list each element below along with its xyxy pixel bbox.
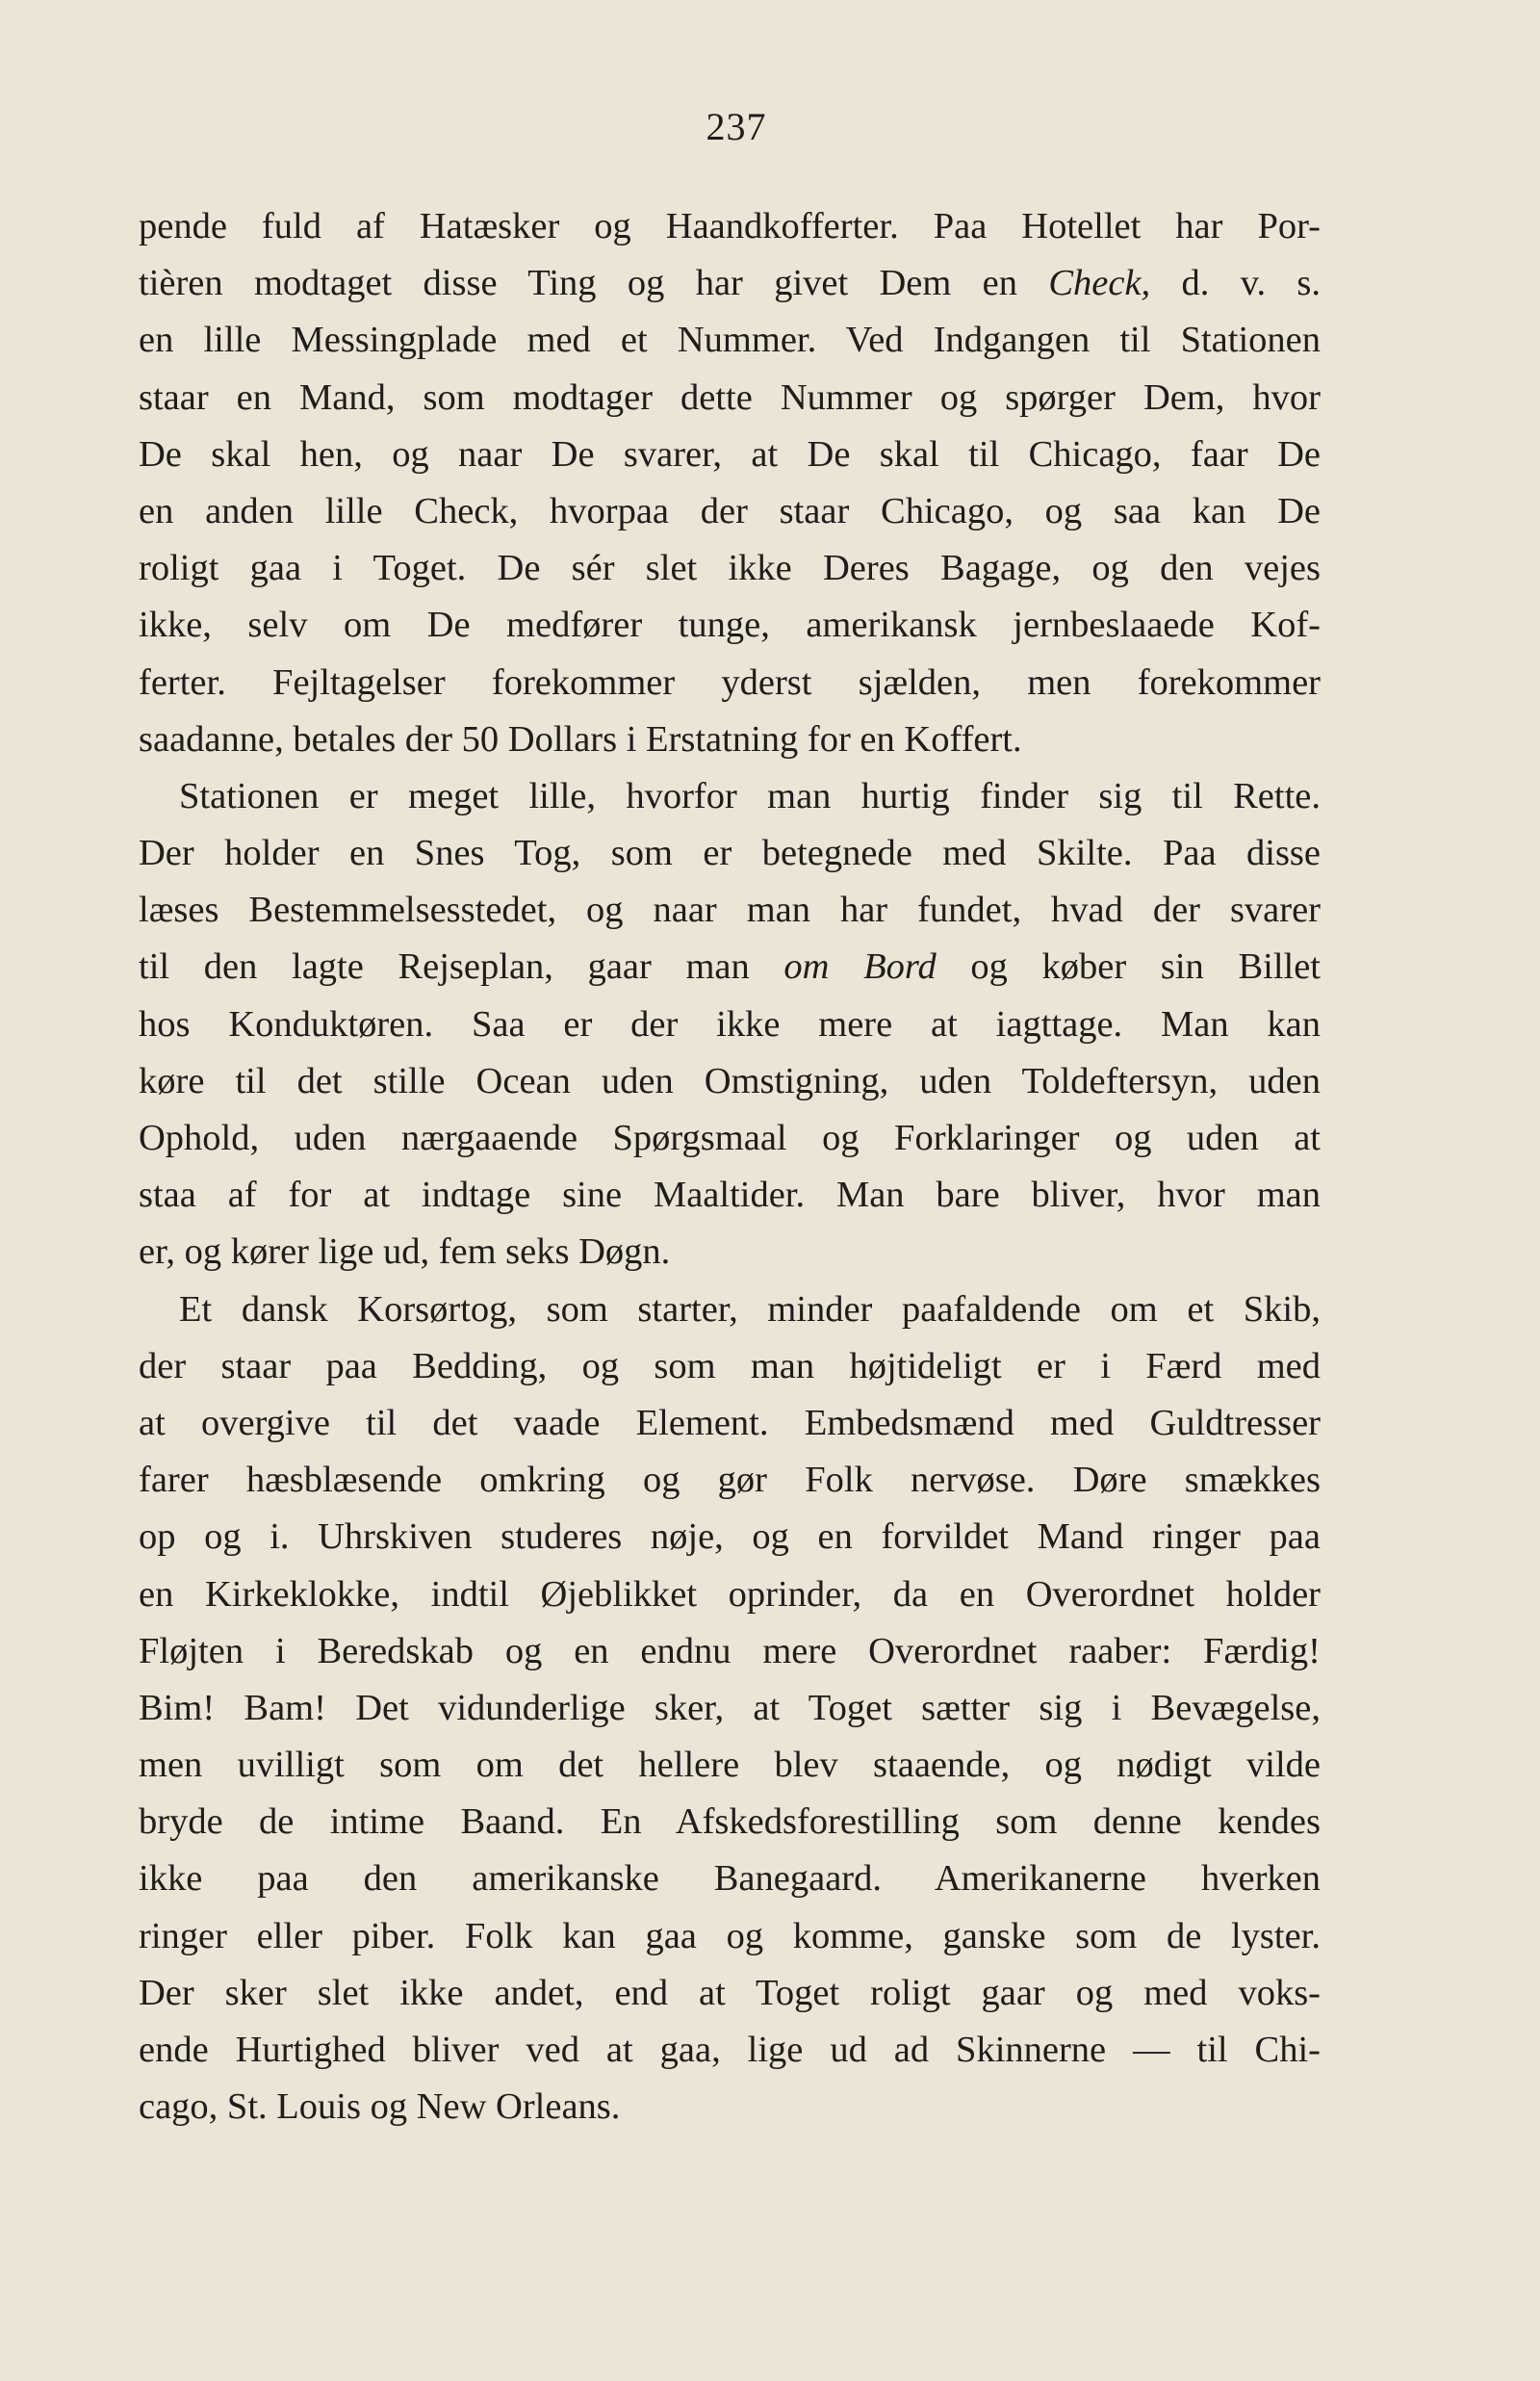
paragraph [139,198,1321,768]
text-line: Bim! Bam! Det vidunderlige sker, at Toget sætter sig i Bevægelse, [139,1687,1321,1728]
text-line: saadanne, betales der 50 Dollars i Erstatning for en Koffert. [139,718,1022,760]
paragraph [139,1281,1321,2136]
body-text [139,198,1321,2135]
text-line: pende fuld af Hatæsker og Haandkofferter. Paa Hotellet har Por- [139,206,1321,246]
text-line: op og i. Uhrskiven studeres nøje, og en forvildet Mand ringer paa [139,1516,1321,1558]
text-line: farer hæsblæsende omkring og gør Folk nervøse. Døre smækkes [139,1460,1321,1501]
text-line: læses Bestemmelsesstedet, og naar man har fundet, hvad der svarer [139,890,1321,931]
text-line: at overgive til det vaade Element. Embedsmænd med Guldtresser [139,1402,1321,1443]
text-line: ringer eller piber. Folk kan gaa og komme, ganske som de lyster. [139,1915,1321,1956]
text-line: Der holder en Snes Tog, som er betegnede med Skilte. Paa disse [139,833,1321,874]
text-line: hos Konduktøren. Saa er der ikke mere at iagttage. Man kan [139,1003,1321,1045]
text-line: staar en Mand, som modtager dette Nummer og spørger Dem, hvor [139,376,1321,418]
text-line: ikke, selv om De medfører tunge, amerikansk jernbeslaaede Kof- [139,605,1321,646]
text-line: men uvilligt som om det hellere blev staaende, og nødigt vilde [139,1745,1321,1786]
text-line: staa af for at indtage sine Maaltider. Man bare bliver, hvor man [139,1175,1321,1216]
text-line: cago, St. Louis og New Orleans. [139,2086,621,2128]
text-line: Fløjten i Beredskab og en endnu mere Overordnet raaber: Færdig! [139,1630,1321,1671]
text-line: De skal hen, og naar De svarer, at De skal til Chicago, faar De [139,433,1321,475]
text-line: bryde de intime Baand. En Afskedsforestilling som denne kendes [139,1801,1321,1843]
text-line: Et dansk Korsørtog, som starter, minder paafaldende om et Skib, [179,1288,1321,1330]
text-line: en lille Messingplade med et Nummer. Ved Indgangen til Stationen [139,320,1321,361]
italic-text: Check, [1048,263,1151,304]
italic-text: om Bord [783,946,937,988]
text-line: køre til det stille Ocean uden Omstigning, uden Toldeftersyn, uden [139,1060,1321,1101]
text-line: ikke paa den amerikanske Banegaard. Amerikanerne hverken [139,1858,1321,1900]
text-line: tièren modtaget disse Ting og har givet Dem en Check, d. v. s. [139,263,1322,304]
paragraph [139,768,1321,1281]
text-line: er, og kører lige ud, fem seks Døgn. [139,1231,671,1273]
text-line: en Kirkeklokke, indtil Øjeblikket oprinder, da en Overordnet holder [139,1573,1321,1615]
text-line: til den lagte Rejseplan, gaar man om Bord og køber sin Billet [139,946,1321,988]
text-line: en anden lille Check, hvorpaa der staar Chicago, og saa kan De [139,490,1321,531]
text-line: Ophold, uden nærgaaende Spørgsmaal og Forklaringer og uden at [139,1118,1321,1158]
text-line: Der sker slet ikke andet, end at Toget roligt gaar og med voks- [139,1972,1321,2013]
text-line: ferter. Fejltagelser forekommer yderst sjælden, men forekommer [139,661,1321,703]
text-line: der staar paa Bedding, og som man højtideligt er i Færd med [139,1345,1321,1386]
text-line: Stationen er meget lille, hvorfor man hurtig finder sig til Rette. [179,775,1321,816]
text-line: ende Hurtighed bliver ved at gaa, lige ud ad Skinnerne — til Chi- [139,2030,1321,2070]
text-line: roligt gaa i Toget. De sér slet ikke Deres Bagage, og den vejes [139,548,1321,589]
page-number: 237 [706,105,767,148]
